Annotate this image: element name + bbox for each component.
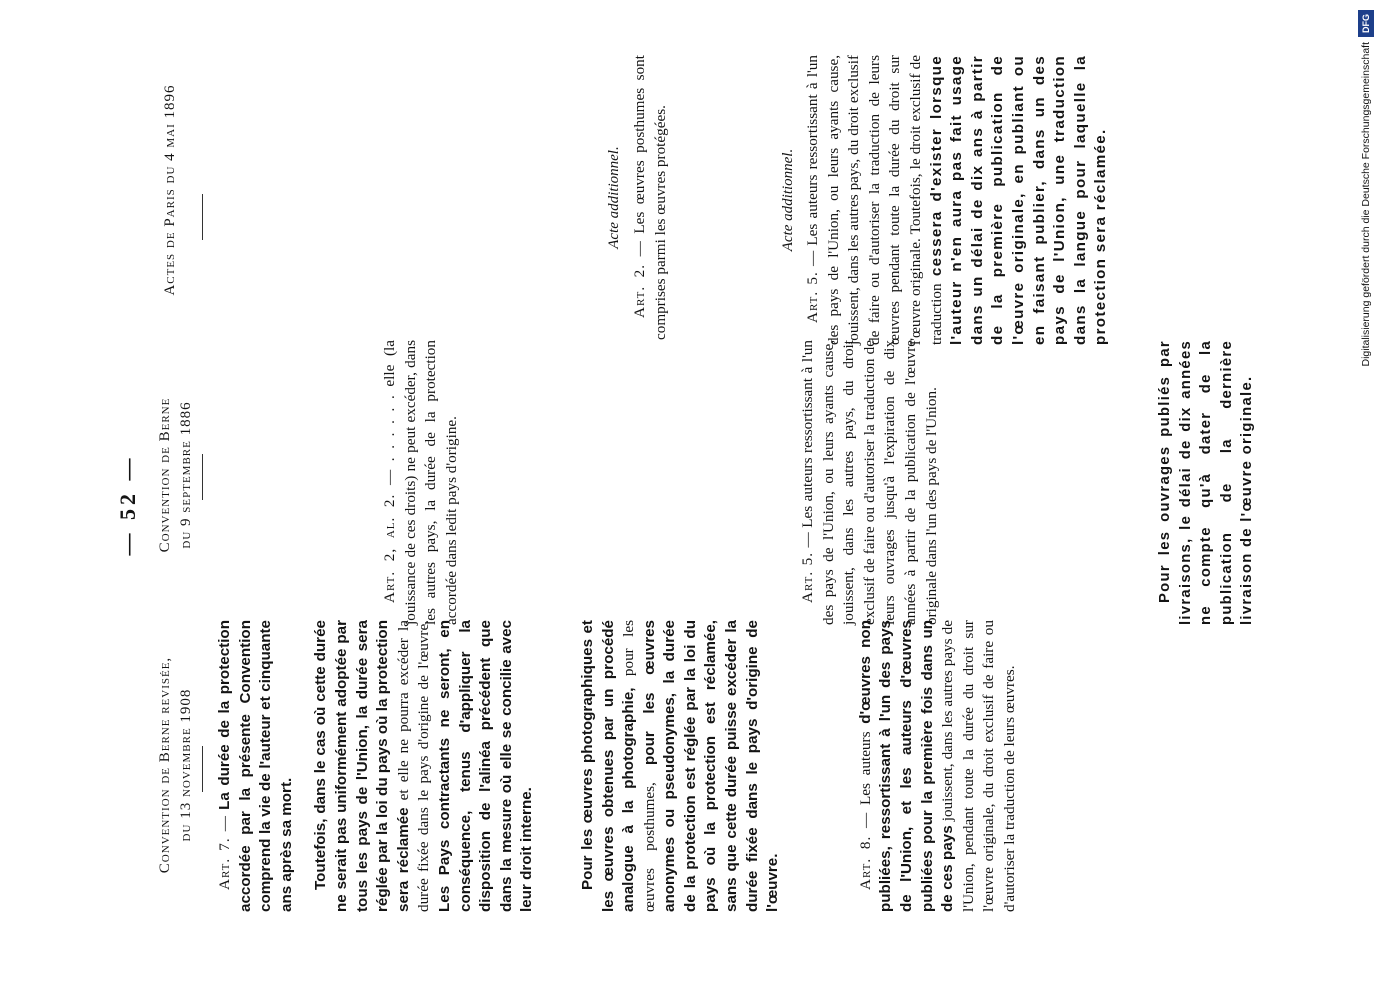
art8-label: Art. 8. — [856, 835, 874, 890]
column-2-heading-line1: Convention de Berne — [157, 397, 173, 553]
art2-al2-paragraph: Art. 2, al. 2. — . . . . . . elle (la jouissance de ces droits) ne peut excéder, dans les autres pays, la durée de la protection accordée dans ledit pays d'origine. — [381, 340, 460, 625]
art5-1886-label: Art. 5. — [799, 551, 816, 603]
acte-additionnel-heading-2: Acte additionnel. — [780, 148, 796, 252]
art5-1886-paragraph: Art. 5. — Les auteurs ressortissant à l'un des pays de l'Union, ou leurs ayants cause, jouissent, dans les autres pays, du droit exclusif de faire ou d'autoriser la traduction de leurs ouvrages jusqu'à l'expiration de dix années à partir de la publication de l'œuvre originale dans l'un des pays de l'Union. — [799, 340, 940, 625]
column-1-text — [215, 620, 1021, 912]
column-2-heading — [155, 375, 197, 575]
livraisons-paragraph: Pour les ouvrages publiés par livraisons, le délai de dix années ne compte qu'à dater de la publication de la dernière livraison de l'œuvre originale. — [1157, 340, 1256, 625]
column-1-heading-line2: du 13 novembre 1908 — [178, 688, 194, 842]
column-1-heading — [155, 620, 197, 910]
page-number: — 52 — — [115, 454, 140, 556]
column-3-heading-line1: Actes de Paris du 4 mai 1896 — [162, 84, 178, 296]
art7-photographic-paragraph: Pour les œuvres photographiques et les œuvres obtenues par un procédé analogue à la photographie, pour les œuvres posthumes, pour les œuvres anonymes ou pseudonymes, la durée de la protection est réglée par la loi du pays où la protection est réclamée, sans que cette durée puisse excéder la durée fixée dans le pays d'origine de l'œuvre. — [578, 620, 782, 912]
column-1-rule — [202, 746, 203, 792]
acte-additionnel-heading-1: Acte additionnel. — [606, 146, 622, 249]
column-3-rule — [202, 194, 203, 240]
art7-paragraph: Art. 7. — La durée de la protection accordée par la présente Convention comprend la vie de l'auteur et cinquante ans après sa mort. — [216, 620, 295, 912]
art7-label: Art. 7. — [216, 837, 233, 890]
art2-1896-label: Art. 2. — [631, 263, 648, 318]
column-2-heading-line2: du 9 septembre 1886 — [178, 401, 194, 549]
column-3-heading — [160, 40, 181, 340]
art2-1896-paragraph: Art. 2. — Les œuvres posthumes sont comprises parmi les œuvres protégées. — [631, 55, 669, 340]
column-1-heading-line1: Convention de Berne revisée, — [157, 656, 173, 874]
column-2-rule — [202, 454, 203, 500]
dfg-logo: DFG — [1358, 10, 1374, 37]
art5-1896-label: Art. 5. — [804, 271, 821, 323]
art7-second-paragraph: Toutefois, dans le cas où cette durée ne serait pas uniformément adoptée par tous les pays de l'Union, la durée sera réglée par la loi du pays où la protection sera réclamée et elle ne pourra excéder la durée fixée dans le pays d'origine de l'œuvre. Les Pays contractants ne seront, en conséquence, tenus d'appliquer la disposition de l'alinéa précédent que dans la mesure où elle se concilie avec leur droit interne. — [312, 620, 536, 912]
art2-al2-label: Art. 2, al. 2. — [381, 493, 398, 603]
art8-paragraph: Art. 8. — Les auteurs d'œuvres non publiées, ressortissant à l'un des pays de l'Union, et les auteurs d'œuvres publiées pour la première fois dans un de ces pays jouissent, dans les autres pays de l'Union, pendant toute la durée du droit sur l'œuvre originale, du droit exclusif de faire ou d'autoriser la traduction de leurs œuvres. — [856, 620, 1018, 912]
dfg-funding-note — [1355, 10, 1377, 770]
art5-1896-paragraph: Art. 5. — Les auteurs ressortissant à l'un des pays de l'Union, ou leurs ayants cause, jouissent, dans les autres pays, du droit exclusif de faire ou d'autoriser la traduction de leurs œuvres pendant toute la durée du droit sur l'œuvre originale. Toutefois, le droit exclusif de traduction cessera d'exister lorsque l'auteur n'en aura pas fait usage dans un délai de dix ans à partir de la première publication de l'œuvre originale, en publiant ou en faisant publier, dans un des pays de l'Union, une traduction dans la langue pour laquelle la protection sera réclamée. — [804, 54, 1110, 345]
dfg-funding-text: Digitalisierung gefördert durch die Deutsche Forschungsgemeinschaft — [1360, 42, 1372, 367]
art7-text: La durée de la protection accordée par la présente Convention comprend la vie de l'auteur et cinquante ans après sa mort. — [216, 620, 295, 912]
